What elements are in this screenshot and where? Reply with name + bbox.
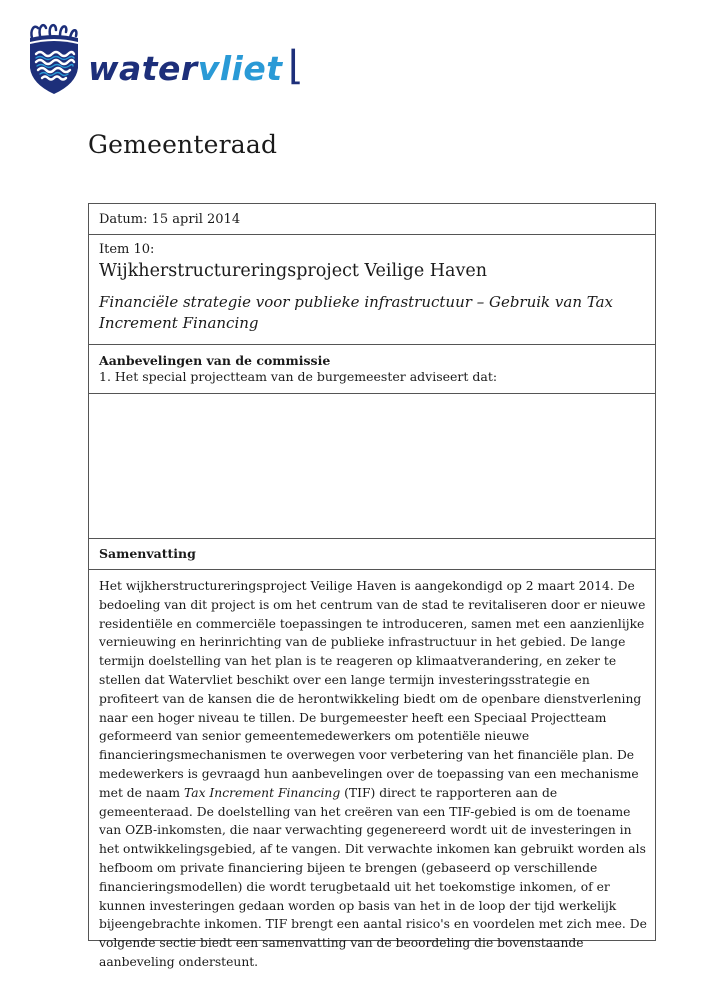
date-text: Datum: 15 april 2014 [99, 212, 241, 227]
summary-body-row [89, 570, 655, 969]
waterway-shield-icon [26, 16, 82, 98]
summary-heading: Samenvatting [99, 546, 196, 561]
summary-text-part1: Het wijkherstructureringsproject Veilige Haven is aangekondigd op 2 maart 2014. De bedoeling van dit project is om het centrum van de stad te revitaliseren door er nieuwe residentiële en commerciële toepassingen te introduceren, samen met een aanzienlijke vernieuwing en herinrichting van de publieke infrastructuur in het gebied. De lange termijn doelstelling van het plan is te reageren op klimaatverandering, en zeker te stellen dat Watervliet beschikt over een lange termijn investeringsstrategie en profiteert van de kansen die de herontwikkeling biedt om de openbare dienstverlening naar een hoger niveau te tillen. De burgemeester heeft een Speciaal Projectteam geformeerd van senior gemeentemedewerkers om potentiële nieuwe financieringsmechanismen te overwegen voor verbetering van het financiële plan. De medewerkers is gevraagd hun aanbevelingen over de toepassing van een mechanisme met de naam [99, 579, 646, 800]
logo-part1: water [88, 49, 198, 88]
summary-heading-row [89, 539, 655, 570]
item-row [89, 235, 655, 345]
recommendations-line: 1. Het special projectteam van de burgemeester adviseert dat: [99, 369, 498, 384]
summary-body [99, 577, 647, 972]
summary-term: Tax Increment Financing [184, 785, 341, 800]
recommendations-content-empty [89, 394, 655, 539]
item-subtitle: Financiële strategie voor publieke infrastructuur – Gebruik van Tax Increment Financing [99, 293, 613, 332]
recommendations-row [89, 345, 655, 394]
logo-part2: vliet [197, 49, 283, 88]
logo [26, 16, 316, 98]
item-number: Item 10: [99, 242, 155, 257]
agenda-table [88, 203, 656, 969]
summary-text-part2: (TIF) direct te rapporteren aan de gemeenteraad. De doelstelling van het creëren van een TIF-gebied is om de toename van OZB-inkomsten, die naar verwachting gegenereerd wordt uit de investeringen in het ontwikkelingsgebied, af te vangen. Dit verwachte inkomen kan gebruikt worden als hefboom om private financiering bijeen te brengen (gebaseerd op verschillende financieringsmodellen) die wordt terugbetaald uit het toekomstige inkomen, of er kunnen investeringen gedaan worden op basis van het in de loop der tijd werkelijk bijeengebrachte inkomen. TIF brengt een aantal risico's en voordelen met zich mee. De volgende sectie biedt een samenvatting van de beoordeling die bovenstaande aanbeveling ondersteunt. [99, 785, 647, 969]
date-row [89, 204, 655, 235]
logo-bracket-icon: ⌊ [288, 43, 304, 89]
page-title: Gemeenteraad [88, 130, 278, 159]
item-title: Wijkherstructureringsproject Veilige Haven [99, 261, 487, 281]
logo-wordmark [88, 49, 283, 88]
recommendations-heading: Aanbevelingen van de commissie [99, 353, 331, 368]
